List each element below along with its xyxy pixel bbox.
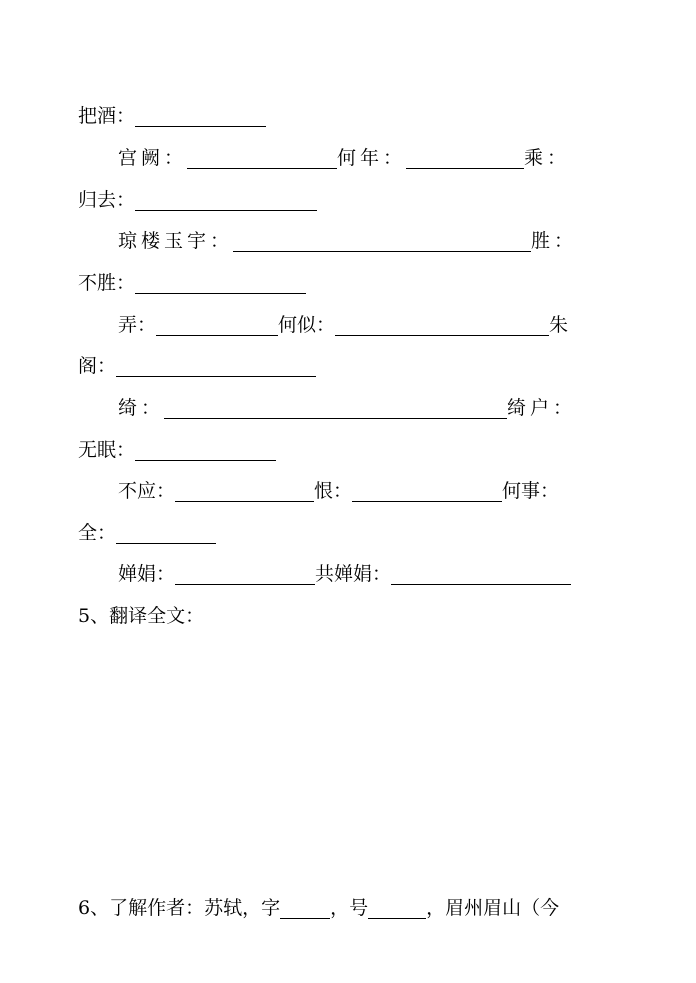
line-busheng [78,271,306,295]
blank-ge[interactable] [116,356,316,377]
label-henian: 何年： [337,147,407,169]
label-gongchanjuan: 共婵娟： [315,563,392,585]
blank-bajiu[interactable] [135,106,266,127]
label-wumian: 无眠： [78,439,136,461]
label-zhu: 朱 [549,314,569,336]
label-ge: 阁： [78,355,117,377]
label-qionglou: 琼楼玉宇： [118,230,234,252]
question-6-text-2: ，号 [330,897,369,919]
blank-wumian[interactable] [135,440,276,461]
question-5-text: 5、翻译全文： [78,605,205,627]
line-chanjuan [118,562,571,586]
question-6-text-3: ，眉州眉山（今 [426,897,560,919]
blank-hen[interactable] [352,481,502,502]
blank-zi[interactable] [280,898,330,919]
label-hesi: 何似： [278,314,336,336]
line-bajiu [78,104,266,128]
label-qi: 绮： [118,397,165,419]
blank-buying[interactable] [175,481,314,502]
label-hen: 恨： [314,480,353,502]
blank-gongchanjuan[interactable] [391,564,571,585]
label-cheng: 乘： [524,147,571,169]
line-buying [118,479,559,503]
label-heshi: 何事： [502,480,560,502]
blank-guiqu[interactable] [135,190,317,211]
blank-qionglou[interactable] [233,231,531,252]
line-gongque [118,146,570,170]
question-6-text-1: 6、了解作者：苏轼，字 [78,897,281,919]
line-quan [78,521,216,545]
label-quan: 全： [78,522,117,544]
blank-nong[interactable] [156,315,278,336]
label-guiqu: 归去： [78,189,136,211]
label-sheng: 胜： [531,230,578,252]
line-ge [78,354,316,378]
question-5 [78,604,204,628]
blank-qi[interactable] [164,398,507,419]
line-qionglou [118,229,577,253]
blank-chanjuan[interactable] [175,564,315,585]
blank-quan[interactable] [116,523,216,544]
label-qihu: 绮户： [507,397,577,419]
blank-hesi[interactable] [335,315,549,336]
blank-hao[interactable] [368,898,426,919]
line-wumian [78,438,276,462]
blank-busheng[interactable] [135,273,306,294]
blank-henian[interactable] [406,148,524,169]
line-guiqu [78,188,317,212]
label-gongque: 宫阙： [118,147,188,169]
label-bajiu: 把酒： [78,105,136,127]
blank-gongque[interactable] [187,148,337,169]
label-busheng: 不胜： [78,272,136,294]
label-nong: 弄： [118,314,157,336]
label-chanjuan: 婵娟： [118,563,176,585]
label-buying: 不应： [118,480,176,502]
line-nong [118,313,568,337]
question-6 [78,896,559,920]
line-qi [118,396,576,420]
